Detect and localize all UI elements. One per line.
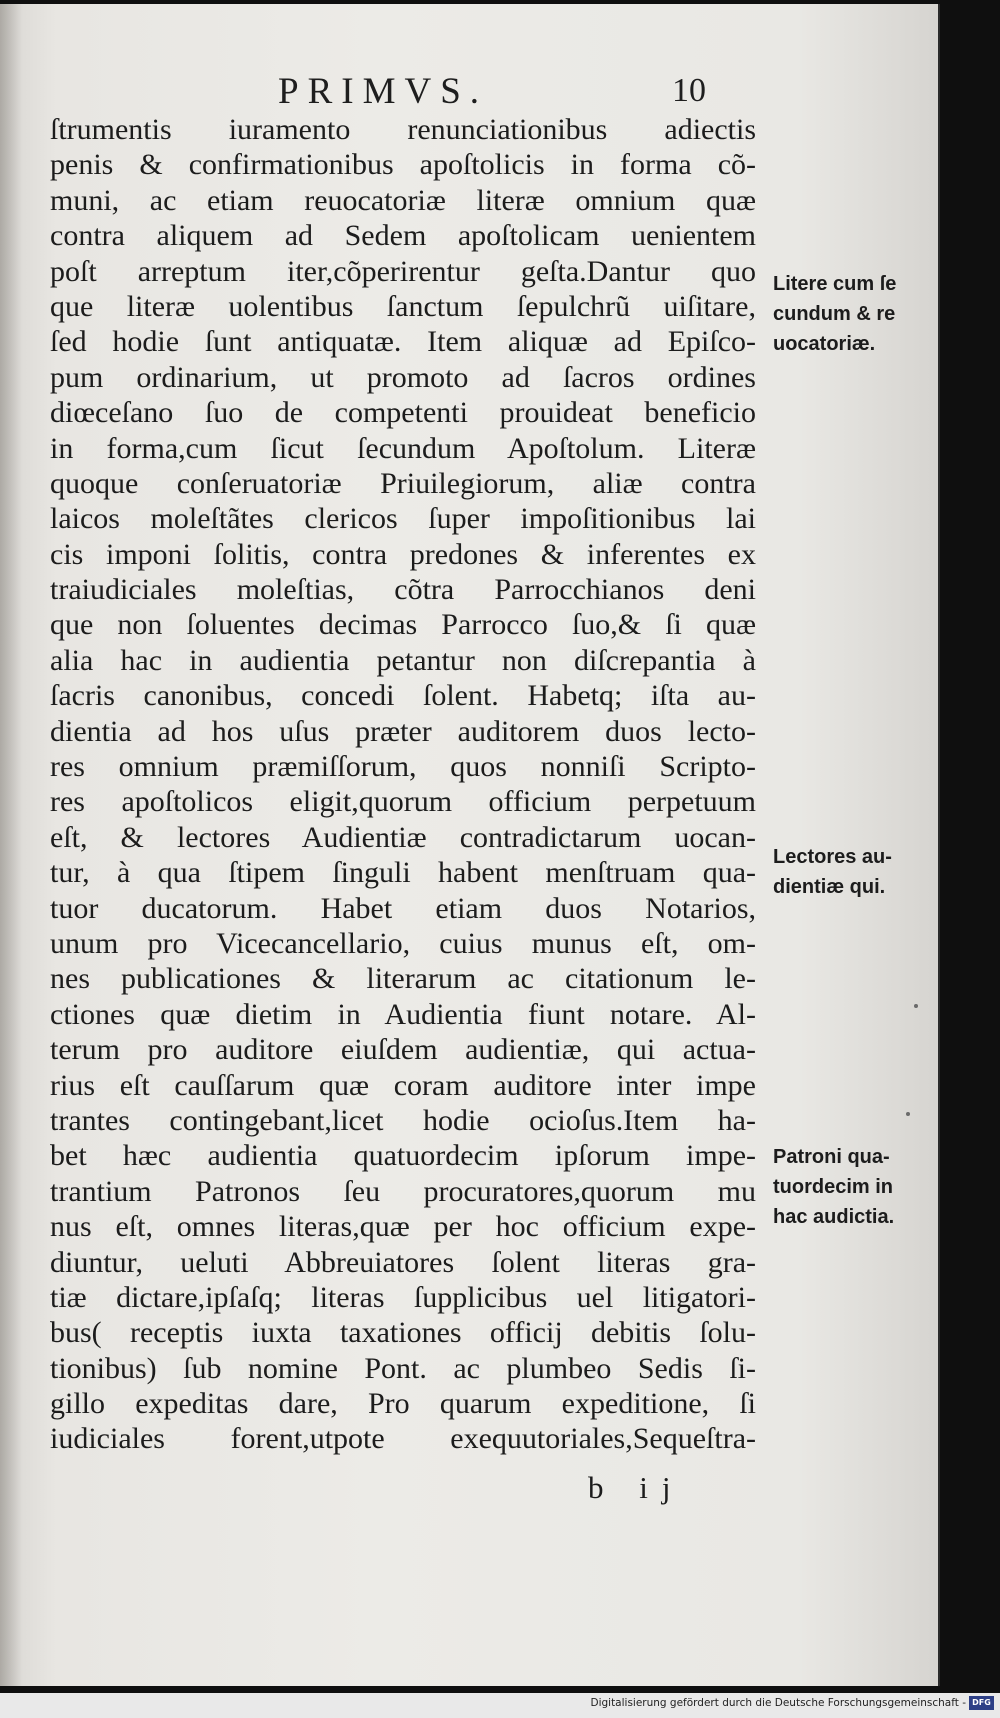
- marginal-note-line: tuordecim in: [773, 1176, 894, 1198]
- text-line: laicos moleſtãtes clericos ſuper impoſitionibus lai: [50, 502, 756, 536]
- marginal-note-line: hac audictia.: [773, 1206, 895, 1228]
- text-line: que literæ uolentibus ſanctum ſepulchrũ uiſitare,: [50, 289, 756, 323]
- text-line: ſtrumentis iuramento renunciationibus adiectis: [50, 113, 756, 146]
- signature-mark: b ij: [588, 1470, 685, 1505]
- marginal-note-line: dientiæ qui.: [773, 876, 886, 898]
- text-line: nus eſt, omnes literas,quæ per hoc officium expe-: [50, 1210, 756, 1244]
- text-line: cis imponi ſolitis, contra predones & inferentes ex: [50, 537, 756, 571]
- text-line: iudiciales forent,utpote exequutoriales,Sequeſtra-: [50, 1422, 756, 1456]
- text-line: bus( receptis iuxta taxationes officij debitis ſolu-: [50, 1316, 756, 1350]
- text-line: dientia ad hos uſus præter auditorem duos lecto-: [50, 714, 756, 748]
- text-line: rius eſt cauſſarum quæ coram auditore inter impe: [50, 1068, 756, 1102]
- spine-shadow: [0, 4, 22, 1686]
- text-line: bet hæc audientia quatuordecim ipſorum impe-: [50, 1139, 756, 1173]
- folio-number: 10: [672, 72, 706, 109]
- text-line: alia hac in audientia petantur non diſcrepantia à: [50, 643, 756, 677]
- paper-speck: [914, 1004, 918, 1008]
- marginal-note-patroni: [773, 1142, 933, 1232]
- text-line: in forma,cum ſicut ſecundum Apoſtolum. Literæ: [50, 431, 756, 465]
- text-line: ſacris canonibus, concedi ſolent. Habetq; iſta au-: [50, 679, 756, 713]
- text-line: tiæ dictare,ipſaſq; literas ſupplicibus uel litigatori-: [50, 1280, 756, 1314]
- text-line: diuntur, ueluti Abbreuiatores ſolent literas gra-: [50, 1245, 756, 1279]
- paper-speck: [906, 1112, 910, 1116]
- text-line: trantes contingebant,licet hodie ocioſus.Item ha-: [50, 1103, 756, 1137]
- text-line: poſt arreptum iter,cõperirentur geſta.Dantur quo: [50, 254, 756, 288]
- text-line: res apoſtolicos eligit,quorum officium perpetuum: [50, 785, 756, 819]
- dfg-logo: DFG: [969, 1696, 994, 1710]
- text-line: tuor ducatorum. Habet etiam duos Notarios,: [50, 891, 756, 925]
- marginal-note-line: cundum & re: [773, 303, 896, 325]
- marginal-note-line: Lectores au-: [773, 846, 892, 868]
- text-line: tionibus) ſub nomine Pont. ac plumbeo Sedis ſi-: [50, 1351, 756, 1385]
- text-line: contra aliquem ad Sedem apoſtolicam uenientem: [50, 219, 756, 253]
- running-title: PRIMVS.: [278, 71, 489, 112]
- text-line: pum ordinarium, ut promoto ad ſacros ordines: [50, 360, 756, 394]
- text-line: gillo expeditas dare, Pro quarum expeditione, ſi: [50, 1387, 756, 1421]
- text-line: que non ſoluentes decimas Parrocco ſuo,& ſi quæ: [50, 608, 756, 642]
- text-line: quoque conſeruatoriæ Priuilegiorum, aliæ contra: [50, 466, 756, 500]
- main-text-block: [50, 112, 756, 1457]
- text-line: diœceſano ſuo de competenti prouideat beneficio: [50, 396, 756, 430]
- text-line: nes publicationes & literarum ac citationum le-: [50, 962, 756, 996]
- text-line: eſt, & lectores Audientiæ contradictarum uocan-: [50, 820, 756, 854]
- text-line: muni, ac etiam reuocatoriæ literæ omnium quæ: [50, 183, 756, 217]
- text-line: ſed hodie ſunt antiquatæ. Item aliquæ ad Epiſco-: [50, 325, 756, 359]
- marginal-note-line: Litere cum ſe: [773, 273, 897, 295]
- text-line: terum pro auditore eiuſdem audientiæ, qui actua-: [50, 1033, 756, 1067]
- text-line: traiudiciales moleſtias, cõtra Parrocchianos deni: [50, 573, 756, 607]
- text-line: tur, à qua ſtipem ſinguli habent menſtruam qua-: [50, 856, 756, 890]
- footer-bar: [0, 1693, 1000, 1718]
- marginal-note-line: uocatoriæ.: [773, 333, 876, 355]
- funding-credit: Digitalisierung gefördert durch die Deutsche Forschungsgemeinschaft -: [590, 1697, 966, 1709]
- marginal-note-litere: [773, 269, 933, 359]
- book-page: [0, 4, 940, 1686]
- text-line: penis & confirmationibus apoſtolicis in forma cõ-: [50, 148, 756, 182]
- marginal-note-line: Patroni qua-: [773, 1146, 890, 1168]
- text-line: trantium Patronos ſeu procuratores,quorum mu: [50, 1174, 756, 1208]
- text-line: unum pro Vicecancellario, cuius munus eſt, om-: [50, 926, 756, 960]
- text-line: ctiones quæ dietim in Audientia fiunt notare. Al-: [50, 997, 756, 1031]
- marginal-note-lectores: [773, 842, 933, 902]
- text-line: res omnium præmiſſorum, quos nonniſi Scripto-: [50, 750, 756, 784]
